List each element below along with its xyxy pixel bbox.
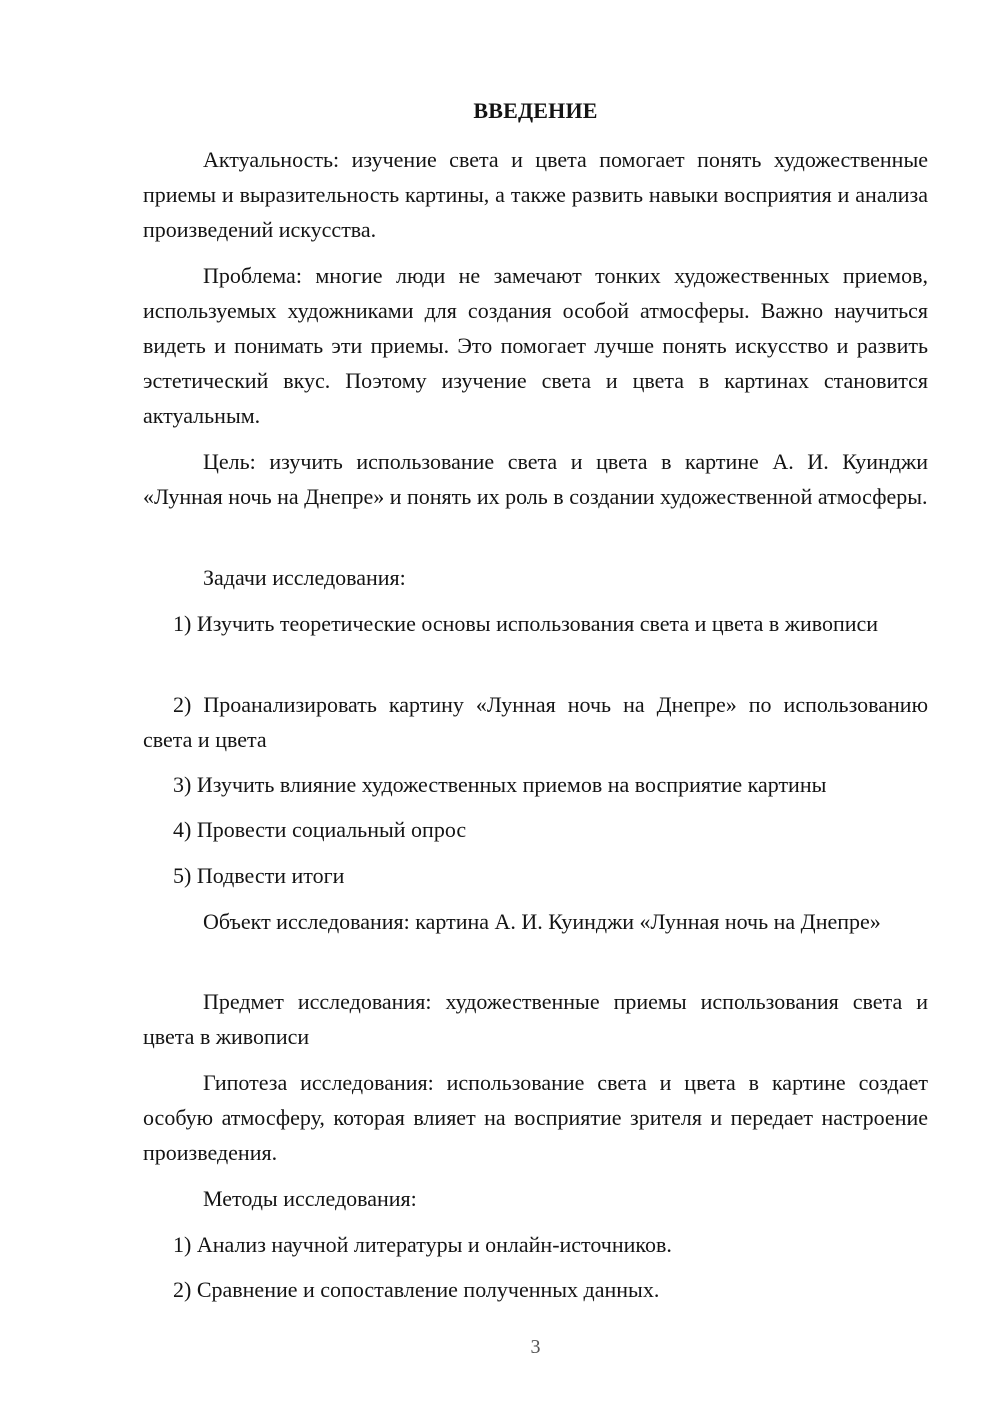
paragraph-methods-heading: Методы исследования: [203, 1186, 417, 1211]
paragraph-subject: Предмет исследования: художественные приемы использования света и цвета в живописи [143, 989, 928, 1049]
paragraph-problem: Проблема: многие люди не замечают тонких художественных приемов, используемых художниками для создания особой атмосферы. Важно научиться видеть и понимать эти приемы. Это помогает лучше понять искусство и развить эстетический вкус. Поэтому изучение света и цвета в картинах становится актуальным. [143, 263, 928, 428]
task-item-1: 1) Изучить теоретические основы использования света и цвета в живописи [173, 611, 879, 636]
task-item-3: 3) Изучить влияние художественных приемов на восприятие картины [173, 772, 827, 797]
paragraph-hypothesis: Гипотеза исследования: использование света и цвета в картине создает особую атмосферу, которая влияет на восприятие зрителя и передает настроение произведения. [143, 1070, 928, 1165]
paragraph-object: Объект исследования: картина А. И. Куинджи «Лунная ночь на Днепре» [203, 909, 881, 934]
paragraph-relevance: Актуальность: изучение света и цвета помогает понять художественные приемы и выразительность картины, а также развить навыки восприятия и анализа произведений искусства. [143, 147, 928, 242]
paragraph-tasks-heading: Задачи исследования: [203, 565, 406, 590]
task-item-2: 2) Проанализировать картину «Лунная ночь на Днепре» по использованию света и цвета [143, 692, 928, 752]
task-item-5: 5) Подвести итоги [173, 863, 345, 888]
page-number: 3 [530, 1336, 541, 1358]
section-title: ВВЕДЕНИЕ [473, 98, 598, 123]
task-item-4: 4) Провести социальный опрос [173, 817, 467, 842]
paragraph-goal: Цель: изучить использование света и цвета в картине А. И. Куинджи «Лунная ночь на Днепре» и понять их роль в создании художественной атмосферы. [143, 449, 928, 509]
method-item-2: 2) Сравнение и сопоставление полученных данных. [173, 1277, 660, 1302]
document-page [143, 0, 928, 1414]
method-item-1: 1) Анализ научной литературы и онлайн-источников. [173, 1232, 672, 1257]
